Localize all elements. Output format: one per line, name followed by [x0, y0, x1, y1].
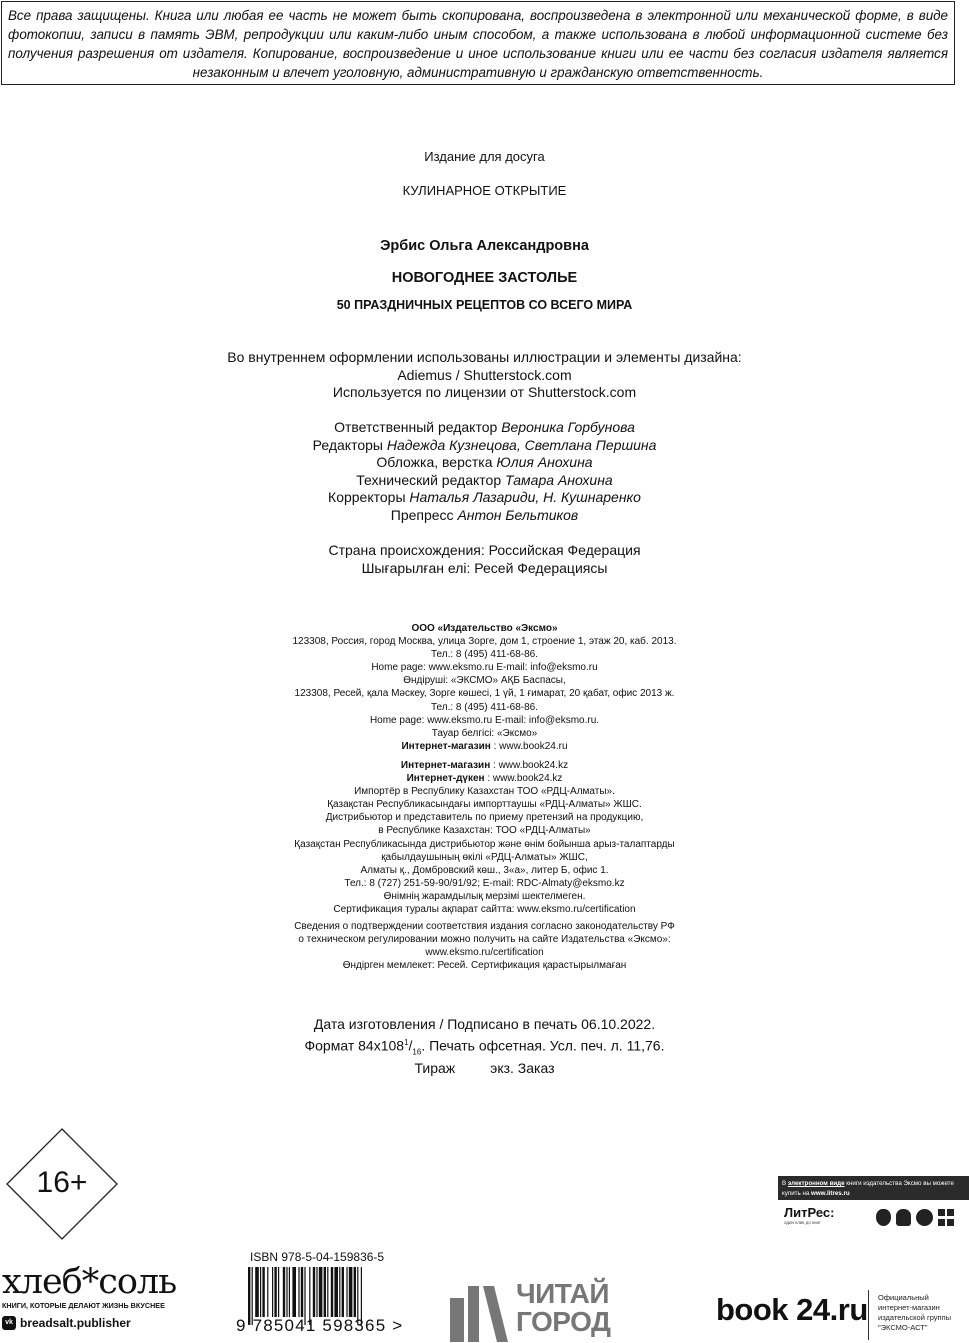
imprint-line: в Республике Казахстан: ТОО «РДЦ-Алматы» [378, 825, 591, 837]
litres-banner: В электронном виде книги издательства Эксмо вы можете купить на www.litres.ru ЛитРес: один клик до книг [778, 1176, 969, 1232]
litres-brand-sub: один клик до книг [784, 1220, 821, 1225]
design-credit-line: Во внутреннем оформлении использованы иллюстрации и элементы дизайна: [227, 349, 742, 365]
imprint-line: Тауар белгісі: «Эксмо» [431, 727, 538, 739]
copyright-notice: Все права защищены. Книга или любая ее часть не может быть скопирована, воспроизведена в электронной или механической форме, в виде фотокопии, записи в память ЭВМ, репродукции или каким-либо иным способом, а также использована в любой информационной системе без получения разрешения от издателя. Копирование, воспроизведение и иное использование книги или ее части без согласия издателя является незаконным и влечет уголовную, административную и гражданскую ответственность. [1, 1, 955, 85]
imprint-line: Сведения о подтверждении соответствия издания согласно законодательству РФ [294, 921, 675, 933]
imprint-line: Тел.: 8 (495) 411-68-86. [430, 649, 539, 661]
imprint-line: Қазақстан Республикасындағы импорттаушы «РДЦ-Алматы» ЖШС. [327, 799, 642, 811]
breadsalt-tagline: КНИГИ, КОТОРЫЕ ДЕЛАЮТ ЖИЗНЬ ВКУСНЕЕ [2, 1301, 165, 1310]
print-run: Тираж экз. Заказ [414, 1060, 555, 1077]
design-credit-line: Adiemus / Shutterstock.com [397, 366, 572, 383]
staff-credits [0, 419, 969, 524]
design-credit-line: Используется по лицензии от Shutterstock.com [332, 384, 637, 400]
imprint-line: Тел.: 8 (727) 251-59-90/91/92; E-mail: RDC-Almaty@eksmo.kz [344, 877, 625, 889]
breadsalt-logo [2, 1262, 187, 1330]
chitai-gorod-icon [450, 1286, 510, 1342]
print-format: Формат $84x108^1/_{16}$. Печать офсетная. Усл. печ. л. 11,76. [304, 1037, 665, 1056]
staff-line: Редакторы Надежда Кузнецова, Светлана Першина [312, 436, 657, 453]
staff-line: Корректоры Наталья Лазариди, Н. Кушнаренко [328, 489, 641, 505]
imprint-line: о техническом регулировании можно получить на сайте Издательства «Эксмо»: [298, 934, 671, 946]
age-rating-text: 16+ [36, 1166, 88, 1199]
staff-line: Ответственный редактор Вероника Горбунова [334, 419, 635, 435]
origin-info [0, 542, 969, 577]
staff-line: Обложка, верстка Юлия Анохина [376, 454, 593, 470]
windows-media-icon [916, 1209, 933, 1226]
isbn-number: ISBN 978-5-04-159836-5 [250, 1250, 385, 1264]
origin-line: Шығарылған елі: Ресей Федерациясы [361, 559, 608, 576]
imprint-line: Өндіруші: «ЭКСМО» АҚБ Баспасы, [403, 675, 566, 687]
design-credits [0, 349, 969, 402]
vk-icon: vk [2, 1316, 16, 1330]
chitai-gorod-line1: ЧИТАЙ [516, 1278, 609, 1309]
edition-type: Издание для досуга [424, 149, 545, 164]
windows-icon [938, 1209, 954, 1226]
book24-logo: book 24.ru [716, 1292, 868, 1327]
apple-icon [876, 1209, 891, 1226]
imprint-line: Home page: www.eksmo.ru E-mail: info@eksmo.ru. [369, 714, 600, 726]
age-rating-badge [6, 1128, 118, 1240]
imprint-line: Тел.: 8 (495) 411-68-86. [430, 701, 539, 713]
imprint-line: Алматы қ., Домбровский көш., 3«а», литер Б, офис 1. [360, 864, 609, 876]
imprint-line: Сертификация туралы ақпарат сайтта: www.eksmo.ru/certification [333, 903, 636, 915]
shop-ru: Интернет-магазин : www.book24.ru [401, 740, 568, 752]
chitai-gorod-line2: ГОРОД [516, 1306, 611, 1337]
imprint-line: www.eksmo.ru/certification [425, 947, 544, 959]
print-date: Дата изготовления / Подписано в печать 06.10.2022. [313, 1016, 656, 1032]
divider [868, 1290, 869, 1340]
android-icon [896, 1209, 911, 1226]
author-name: Эрбис Ольга Александровна [380, 238, 589, 254]
print-details [0, 1016, 969, 1078]
book-subtitle: 50 ПРАЗДНИЧНЫХ РЕЦЕПТОВ СО ВСЕГО МИРА [336, 298, 633, 312]
imprint-line: Өнімнің жарамдылық мерзімі шектелмеген. [383, 890, 586, 902]
imprint-line: 123308, Ресей, қала Мәскеу, Зорге көшесі, 1 үй, 1 ғимарат, 20 қабат, офис 2013 ж. [294, 688, 675, 700]
shop-kz: Интернет-магазин : www.book24.kz [400, 759, 569, 771]
book24-note: Официальный интернет-магазин издательской группы "ЭКСМО-АСТ" [878, 1293, 952, 1332]
book-title: НОВОГОДНЕЕ ЗАСТОЛЬЕ [391, 270, 578, 286]
staff-line: Технический редактор Тамара Анохина [356, 471, 613, 488]
breadsalt-wordmark: хлеб*соль [2, 1262, 177, 1302]
series-name: КУЛИНАРНОЕ ОТКРЫТИЕ [402, 183, 567, 198]
publisher-name: ООО «Издательство «Эксмо» [411, 623, 558, 634]
imprint-line: Home page: www.eksmo.ru E-mail: info@eksmo.ru [371, 662, 598, 674]
publisher-imprint [0, 622, 969, 972]
imprint-line: Дистрибьютор и представитель по приему претензий на продукцию, [325, 812, 644, 824]
litres-brand: ЛитРес: [784, 1205, 835, 1220]
imprint-line: 123308, Россия, город Москва, улица Зорге, дом 1, строение 1, этаж 20, каб. 2013. [292, 636, 677, 648]
imprint-line: Қазақстан Республикасында дистрибьютор және өнім бойынша арыз-талаптарды [294, 838, 675, 850]
shop-kz-2: Интернет-дүкен : www.book24.kz [406, 773, 563, 785]
staff-line: Препресс Антон Бельтиков [390, 506, 579, 523]
imprint-line: қабылдаушының өкілі «РДЦ-Алматы» ЖШС, [381, 851, 588, 863]
isbn-barcode [236, 1250, 416, 1340]
barcode-digits: 9 785041 598365 > [236, 1316, 404, 1335]
imprint-line: Импортёр в Республику Казахстан ТОО «РДЦ-Алматы». [354, 786, 615, 798]
breadsalt-social: breadsalt.publisher [20, 1316, 131, 1330]
origin-line: Страна происхождения: Российская Федерация [328, 542, 641, 558]
imprint-line: Өндірген мемлекет: Ресей. Сертификация қарастырылмаған [342, 960, 627, 972]
